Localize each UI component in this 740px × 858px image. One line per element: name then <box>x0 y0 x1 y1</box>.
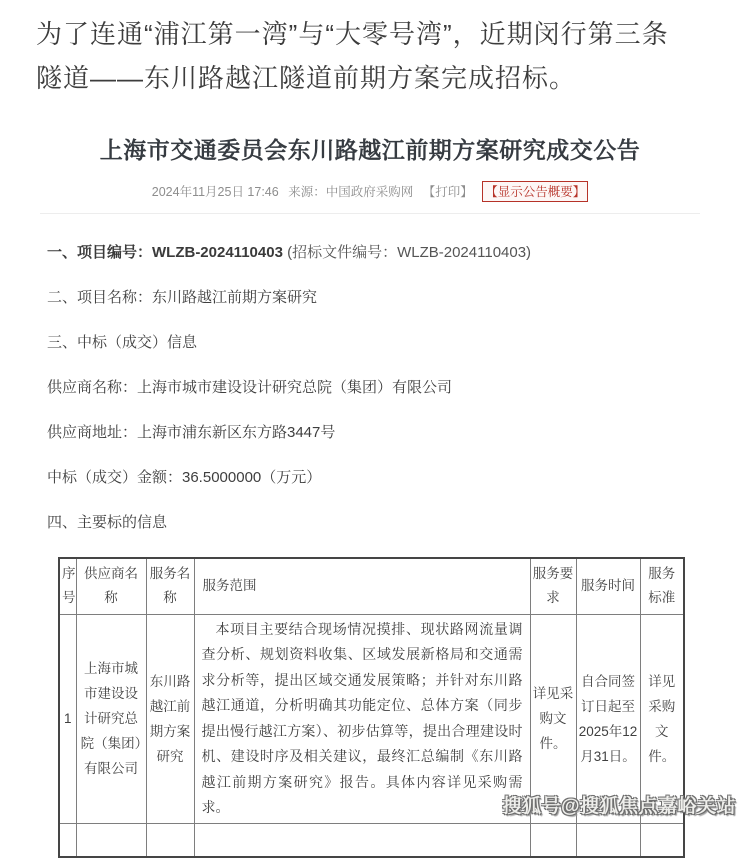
supplier-address-line: 供应商地址：上海市浦东新区东方路3447号 <box>47 424 336 441</box>
project-name-line: 二、项目名称：东川路越江前期方案研究 <box>47 289 318 306</box>
empty-cell <box>59 823 76 857</box>
supplier-cell: 上海市城市建设设计研究总院（集团）有限公司 <box>76 614 146 823</box>
award-info-table <box>58 557 685 858</box>
header-standard: 服务标准 <box>640 558 684 614</box>
award-info-heading: 三、中标（成交）信息 <box>47 334 198 351</box>
source-label: 来源：中国政府采购网 <box>288 185 414 199</box>
header-scope: 服务范围 <box>194 558 530 614</box>
empty-cell <box>194 823 530 857</box>
header-supplier: 供应商名称 <box>76 558 146 614</box>
time-cell: 自合同签订日起至2025年12月31日。 <box>576 614 640 823</box>
table-empty-row <box>59 823 684 857</box>
page-title: 上海市交通委员会东川路越江前期方案研究成交公告 <box>99 137 641 163</box>
award-amount-line: 中标（成交）金额：36.5000000（万元） <box>47 469 322 486</box>
publish-datetime: 2024年11月25日 17:46 <box>151 185 279 199</box>
standard-cell: 详见采购文件。 <box>640 614 684 823</box>
table-row <box>59 614 684 823</box>
table-header-row <box>59 558 684 614</box>
header-time: 服务时间 <box>576 558 640 614</box>
service-name-cell: 东川路越江前期方案研究 <box>146 614 194 823</box>
scope-cell: 本项目主要结合现场情况摸排、现状路网流量调查分析、规划资料收集、区域发展新格局和交通需求分析等，提出区域交通发展策略；并针对东川路越江通道，分析明确其功能定位、总体方案（同步提出慢行越江方案）、初步估算等，提出合理建设时机、建设时序及相关建议，最终汇总编制《东川路越江前期方案研究》报告。具体内容详见采购需求。 <box>194 614 530 823</box>
seq-cell: 1 <box>59 614 76 823</box>
empty-cell <box>76 823 146 857</box>
show-summary-badge[interactable]: 【显示公告概要】 <box>482 181 588 202</box>
announcement-body <box>47 242 704 533</box>
bid-doc-number: (招标文件编号：WLZB-2024110403) <box>287 244 532 261</box>
horizontal-divider <box>40 213 700 214</box>
header-requirement: 服务要求 <box>530 558 576 614</box>
print-button[interactable]: 【打印】 <box>422 185 473 199</box>
intro-line-1: 为了连通“浦江第一湾”与“大零号湾”，近期闵行第三条 <box>36 19 669 49</box>
intro-paragraph <box>0 0 740 100</box>
header-seq: 序号 <box>59 558 76 614</box>
project-number-bold: 一、项目编号：WLZB-2024110403 <box>47 244 283 261</box>
header-service-name: 服务名称 <box>146 558 194 614</box>
project-number-line <box>47 242 704 263</box>
empty-cell <box>146 823 194 857</box>
main-subject-heading: 四、主要标的信息 <box>47 514 168 531</box>
meta-line <box>0 181 740 202</box>
empty-cell <box>576 823 640 857</box>
requirement-cell: 详见采购文件。 <box>530 614 576 823</box>
sohu-watermark: 搜狐号@搜狐焦点嘉峪关站 <box>502 796 736 817</box>
empty-cell <box>530 823 576 857</box>
intro-line-2: 隧道——东川路越江隧道前期方案完成招标。 <box>36 63 577 93</box>
empty-cell <box>640 823 684 857</box>
supplier-name-line: 供应商名称：上海市城市建设设计研究总院（集团）有限公司 <box>47 379 453 396</box>
